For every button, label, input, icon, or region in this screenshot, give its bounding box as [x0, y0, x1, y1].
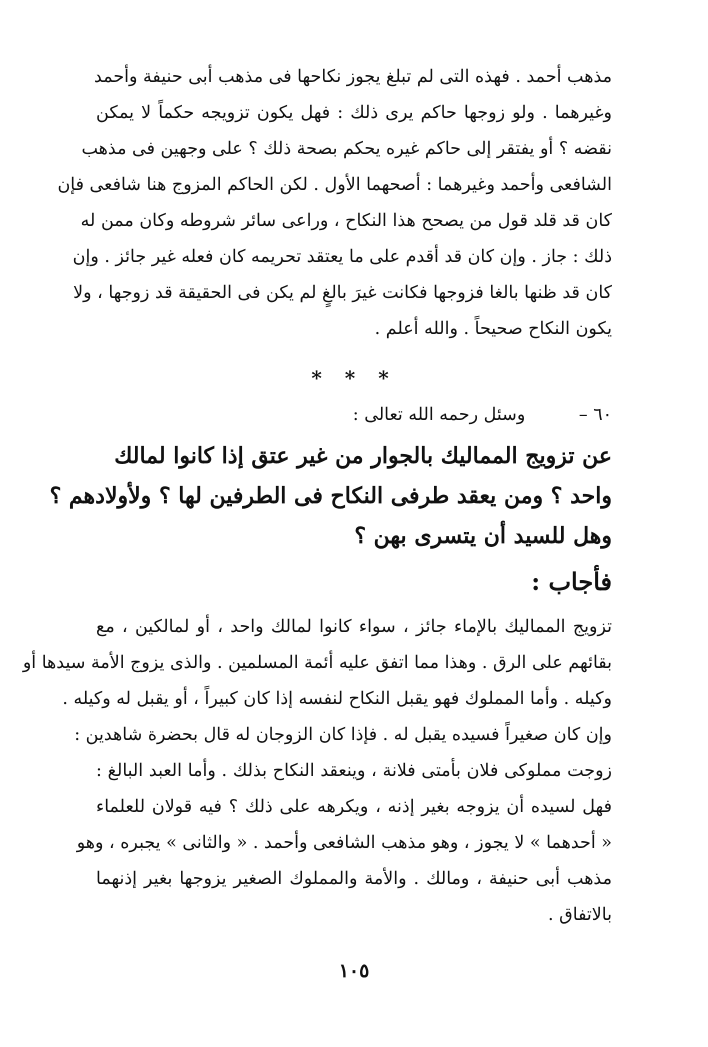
question-line: وهل للسيد أن يتسرى بهن ؟	[354, 523, 612, 549]
page-number: ١٠٥	[338, 960, 370, 982]
question-intro: وسئل رحمه الله تعالى :	[352, 405, 526, 425]
text-line: ذلك : جاز . وإن كان قد أقدم على ما يعتقد تحريمه كان فعله غير جائز . وإن	[72, 247, 612, 267]
text-line: بالاتفاق .	[548, 905, 612, 925]
text-line: تزويج المماليك بالإماء جائز ، سواء كانوا لمالك واحد ، أو لمالكين ، مع	[96, 617, 612, 637]
text-line: كان قد قلد قول من يصحح هذا النكاح ، وراعى سائر شروطه وكان ممن له	[80, 211, 612, 231]
section-separator: * * *	[311, 366, 397, 390]
text-line: فهل لسيده أن يزوجه بغير إذنه ، ويكرهه على ذلك ؟ فيه قولان للعلماء	[96, 797, 612, 817]
question-line: واحد ؟ ومن يعقد طرفى النكاح فى الطرفين لها ؟ ولأولادهم ؟	[49, 483, 612, 509]
text-line: مذهب أحمد . فهذه التى لم تبلغ يجوز نكاحها فى مذهب أبى حنيفة وأحمد	[94, 67, 612, 87]
text-line: زوجت مملوكى فلان بأمتى فلانة ، وينعقد النكاح بذلك . وأما العبد البالغ :	[96, 761, 612, 781]
text-line: يكون النكاح صحيحاً . والله أعلم .	[374, 319, 612, 339]
text-line: الشافعى وأحمد وغيرهما : أصحهما الأول . لكن الحاكم المزوج هنا شافعى فإن	[57, 175, 612, 195]
text-line: وكيله . وأما المملوك فهو يقبل النكاح لنفسه إذا كان كبيراً ، أو يقبل له وكيله .	[62, 689, 612, 709]
text-line: كان قد ظنها بالغا فزوجها فكانت غيرَ بالغٍ لم يكن فى الحقيقة قد زوجها ، ولا	[73, 283, 612, 303]
text-line: وغيرهما . ولو زوجها حاكم يرى ذلك : فهل يكون تزويجه حكماً لا يمكن	[96, 103, 612, 123]
question-header	[96, 400, 612, 430]
text-line: مذهب أبى حنيفة ، ومالك . والأمة والمملوك الصغير يزوجها بغير إذنهما	[96, 869, 612, 889]
answer-label: فأجاب :	[531, 567, 612, 596]
question-number: ٦٠ –	[578, 405, 612, 425]
text-line: « أحدهما » لا يجوز ، وهو مذهب الشافعى وأحمد . « والثانى » يجبره ، وهو	[76, 833, 612, 853]
text-line: نقضه ؟ أو يفتقر إلى حاكم غيره يحكم بصحة ذلك ؟ على وجهين فى مذهب	[81, 139, 612, 159]
text-line: وإن كان صغيراً فسيده يقبل له . فإذا كان الزوجان له قال بحضرة شاهدين :	[74, 725, 612, 745]
text-line: بقائهم على الرق . وهذا مما اتفق عليه أئمة المسلمين . والذى يزوج الأمة سيدها أو	[22, 653, 612, 673]
question-line: عن تزويج المماليك بالجوار من غير عتق إذا كانوا لمالك	[114, 443, 612, 469]
